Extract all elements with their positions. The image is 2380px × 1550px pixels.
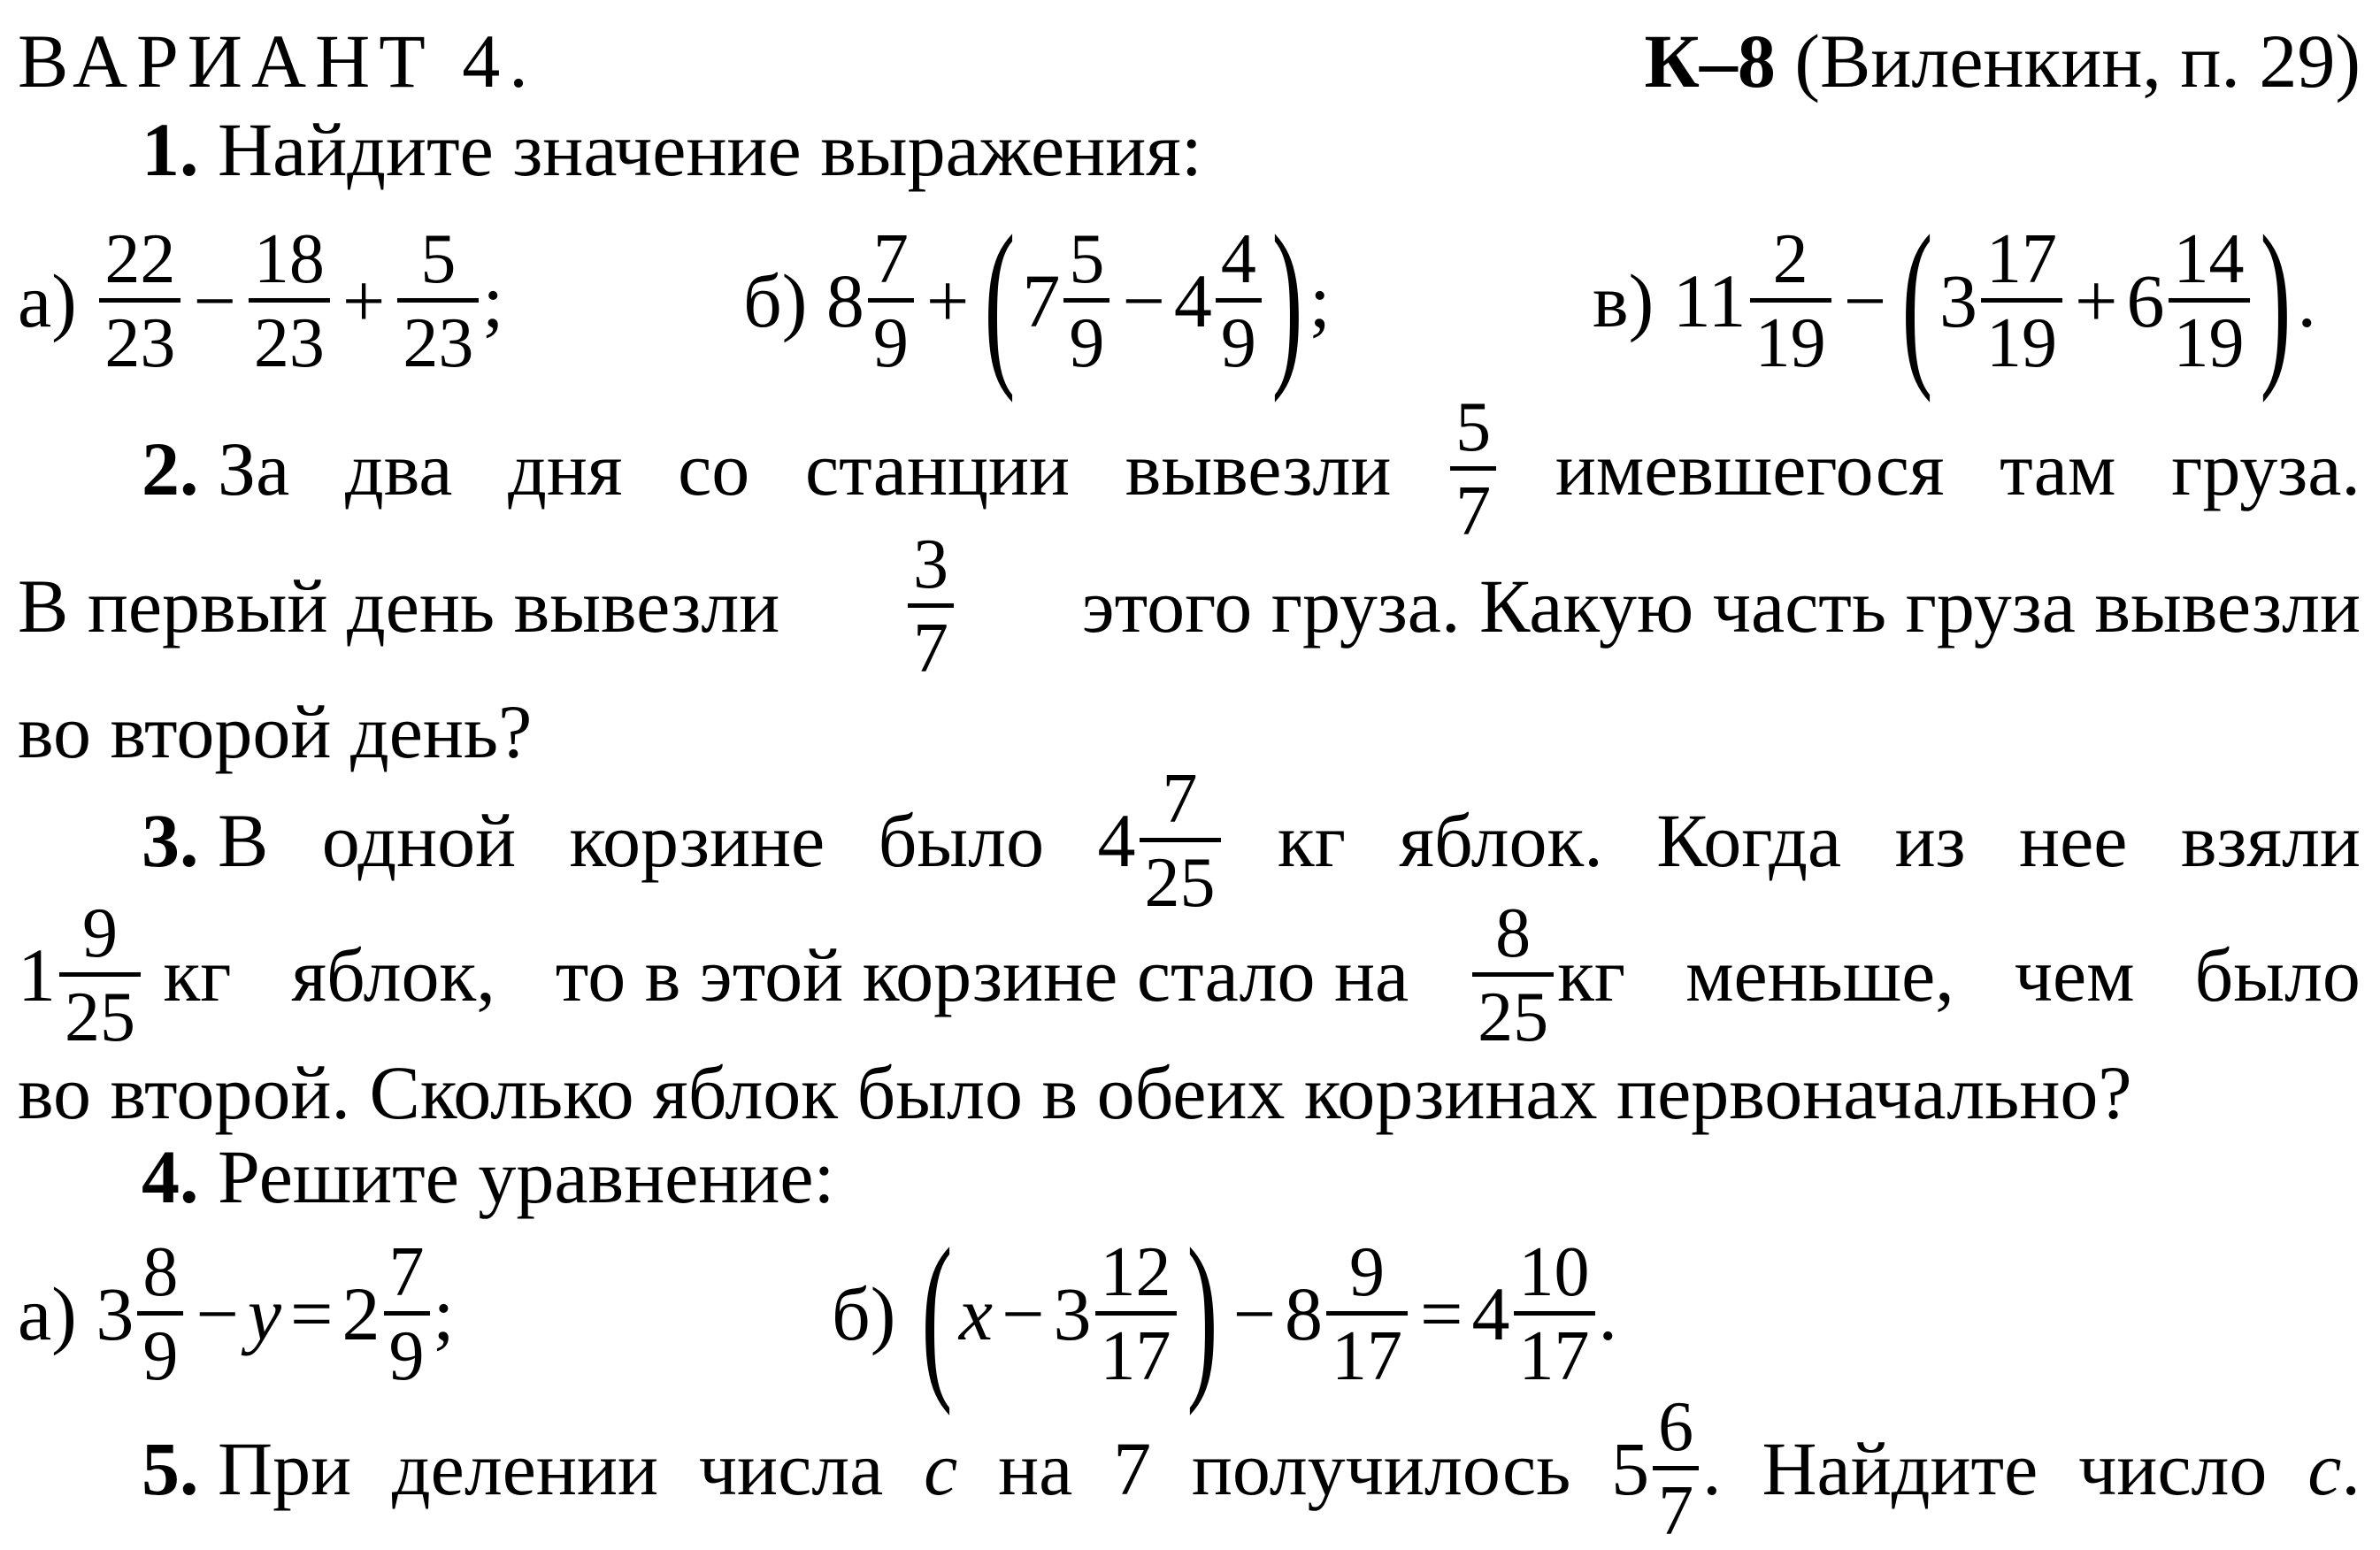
word: яблок. (1399, 798, 1603, 883)
word: В (218, 798, 269, 883)
task3-line2 (18, 894, 2361, 1056)
right-paren: ) (2260, 198, 2291, 403)
punctuation: ; (1309, 258, 1331, 343)
word: на (998, 1426, 1073, 1511)
variable: y (247, 1271, 281, 1356)
word: делении (391, 1426, 659, 1511)
punctuation: . (2341, 1426, 2361, 1511)
fraction: $\frac{4}{9}$ (1216, 224, 1262, 379)
task3-line1 (18, 759, 2361, 922)
task1-part-c (1593, 198, 2316, 403)
operator: − (196, 1271, 239, 1356)
source-reference (1645, 17, 2361, 105)
word: станции (805, 426, 1071, 511)
whole-part: 8 (825, 258, 864, 343)
task2-line2 (18, 525, 2361, 687)
task3-line3 (18, 1044, 2361, 1141)
fraction: $\frac{10}{17}$ (1514, 1237, 1595, 1392)
word: там (2000, 426, 2116, 511)
word: из (1894, 798, 1966, 883)
word: со (678, 426, 750, 511)
task1-expressions (18, 198, 2361, 403)
task4-part-a (18, 1232, 832, 1395)
fraction: $\frac{5}{23}$ (397, 224, 479, 379)
word: получилось (1191, 1426, 1571, 1511)
whole-part: 4 (1173, 258, 1212, 343)
operator: = (290, 1271, 334, 1356)
operator: + (342, 258, 386, 343)
punctuation: ; (482, 258, 504, 343)
fraction: $\frac{2}{19}$ (1750, 224, 1831, 379)
variable: c (2307, 1426, 2342, 1511)
fraction: $\frac{7}{9}$ (868, 224, 914, 379)
variable: x (958, 1271, 994, 1356)
right-paren: ) (1271, 198, 1303, 403)
task3-number: 3. (142, 798, 199, 883)
task1-text: Найдите значение выражения: (218, 107, 1202, 192)
word: одной (321, 798, 517, 883)
left-paren: ( (921, 1211, 953, 1416)
whole-part: 3 (96, 1271, 134, 1356)
word: За (218, 426, 290, 511)
task1-part-b (743, 198, 1593, 403)
word: было (2194, 932, 2361, 1017)
operator: = (1419, 1271, 1463, 1356)
mixed-number: 4 $\frac{7}{25}$ (1098, 763, 1225, 918)
variable: c (924, 1426, 958, 1511)
fraction: $\frac{18}{23}$ (249, 224, 330, 379)
fraction: $\frac{17}{19}$ (1981, 224, 2062, 379)
whole-part: 7 (1022, 258, 1061, 343)
word: 7 (1113, 1426, 1152, 1511)
word: число (2078, 1426, 2268, 1511)
operator: − (1232, 1271, 1276, 1356)
task1-heading (18, 101, 2361, 198)
word: дня (508, 426, 623, 511)
source-text: (Виленкин, п. 29) (1794, 19, 2361, 104)
word: числа (698, 1426, 884, 1511)
whole-part: 4 (1471, 1271, 1510, 1356)
word: корзине (569, 798, 825, 883)
word: два (344, 426, 453, 511)
word: груза. (2171, 426, 2361, 511)
mixed-number: 5 $\frac{6}{7}$ . (1611, 1387, 1722, 1550)
word: было (878, 798, 1045, 883)
part-label: а) (18, 1271, 77, 1356)
operator: − (193, 258, 236, 343)
fraction: $\frac{7}{9}$ (384, 1237, 430, 1392)
whole-part: 3 (1053, 1271, 1092, 1356)
word: меньше, (1685, 932, 1954, 1017)
operator: − (1002, 1271, 1045, 1356)
header (18, 12, 2361, 110)
word: кг (1277, 798, 1346, 883)
fraction: $\frac{3}{7}$ (908, 529, 954, 684)
punctuation: . (1598, 1271, 1617, 1356)
text-segment: во второй день? (18, 689, 533, 774)
variant-title: ВАРИАНТ 4. (18, 19, 537, 104)
punctuation: . (2297, 258, 2316, 343)
task2-line1 (18, 388, 2361, 550)
right-paren: ) (1186, 1211, 1217, 1416)
fraction-with-unit: $\frac{8}{25}$ кг (1469, 898, 1625, 1053)
task4-text: Решите уравнение: (218, 1134, 835, 1219)
fraction: $\frac{5}{9}$ (1063, 224, 1109, 379)
punctuation: ; (433, 1271, 455, 1356)
part-label: а) (18, 258, 77, 343)
whole-part: 6 (2126, 258, 2165, 343)
test-code: К–8 (1644, 19, 1776, 104)
whole-part: 11 (1672, 258, 1747, 343)
part-label: б) (743, 258, 808, 343)
text-segment: во второй. Сколько яблок было в обеих корзинах первоначально? (18, 1050, 2132, 1135)
task4-equations (18, 1211, 2361, 1416)
text-segment: то в этой корзине стало на (555, 932, 1409, 1017)
task1-part-a (18, 219, 743, 382)
task5-number: 5. (142, 1426, 199, 1511)
part-label: б) (832, 1271, 896, 1356)
task2-number: 2. (142, 426, 199, 511)
fraction: $\frac{9}{17}$ (1326, 1237, 1408, 1392)
operator: − (1122, 258, 1165, 343)
mixed-number: 1 $\frac{9}{25}$ кг (18, 894, 232, 1056)
word: имевшегося (1555, 426, 1945, 511)
task4-part-b (832, 1211, 1617, 1416)
operator: + (925, 258, 970, 343)
fraction: $\frac{14}{19}$ (2169, 224, 2250, 379)
fraction: $\frac{12}{17}$ (1095, 1237, 1177, 1392)
word: вывезли (1125, 426, 1392, 511)
left-paren: ( (1901, 198, 1933, 403)
text-segment: этого груза. Какую часть груза вывезли (1081, 564, 2361, 648)
fraction: $\frac{22}{23}$ (99, 224, 180, 379)
word: При (218, 1426, 352, 1511)
fraction: $\frac{8}{9}$ (137, 1237, 183, 1392)
text-segment: В первый день вывезли (18, 564, 780, 648)
word: чем (2014, 932, 2135, 1017)
word: Найдите (1762, 1426, 2038, 1511)
whole-part: 8 (1284, 1271, 1323, 1356)
task4-number: 4. (142, 1134, 199, 1219)
word: Когда (1656, 798, 1842, 883)
word: взяли (2180, 798, 2361, 883)
part-label: в) (1593, 258, 1654, 343)
word: яблок, (291, 932, 495, 1017)
fraction: $\frac{5}{7}$ (1450, 392, 1496, 547)
task1-number: 1. (142, 107, 199, 192)
task5-line (18, 1387, 2361, 1550)
whole-part: 2 (342, 1271, 380, 1356)
whole-part: 3 (1939, 258, 1978, 343)
operator: + (2075, 258, 2118, 343)
left-paren: ( (984, 198, 1016, 403)
word: нее (2019, 798, 2128, 883)
operator: − (1843, 258, 1887, 343)
